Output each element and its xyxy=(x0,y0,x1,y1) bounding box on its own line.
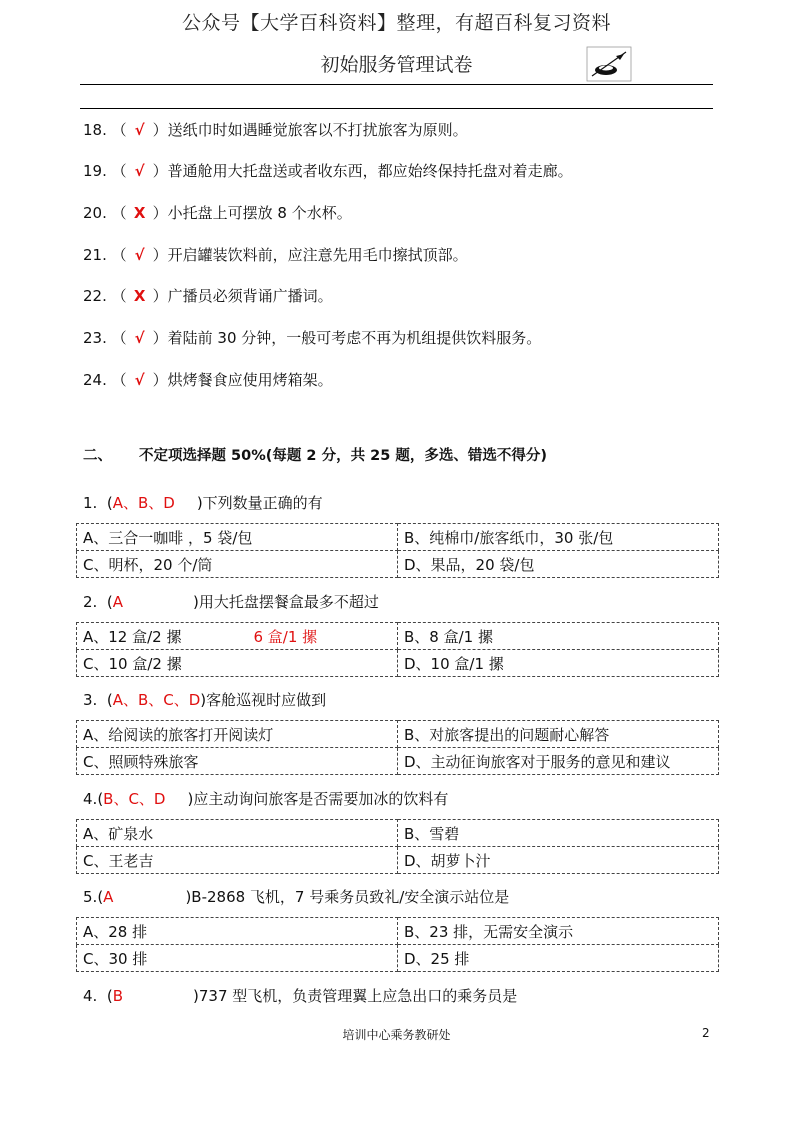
option: D、主动征询旅客对于服务的意见和建议 xyxy=(398,748,719,775)
answer-mark: √ xyxy=(134,162,145,180)
header-rule xyxy=(80,84,713,85)
question-number: 4. xyxy=(83,790,98,808)
options-table xyxy=(76,622,719,677)
question-text: )下列数量正确的有 xyxy=(196,494,323,512)
options-table xyxy=(76,917,719,972)
question-number: 2. xyxy=(83,593,98,611)
option: B、23 排，无需安全演示 xyxy=(398,918,719,945)
tf-item: 19. （ √ ）普通舱用大托盘送或者收东西，都应始终保持托盘对着走廊。 xyxy=(83,162,573,180)
answer-mark: X xyxy=(133,287,146,305)
item-number: 24. xyxy=(83,371,107,389)
question-number: 5. xyxy=(83,888,98,906)
question: 5.(A )B-2868 飞机，7 号乘务员致礼/安全演示站位是 xyxy=(83,888,510,906)
question-text: )客舱巡视时应做到 xyxy=(200,691,327,709)
option: A、矿泉水 xyxy=(77,820,398,847)
document-title: 初始服务管理试卷 xyxy=(320,54,473,76)
tf-item: 22. （ X ）广播员必须背诵广播词。 xyxy=(83,287,333,305)
content-rule xyxy=(80,108,713,109)
item-text: 普通舱用大托盘送或者收东西，都应始终保持托盘对着走廊。 xyxy=(167,162,573,180)
item-text: 小托盘上可摆放 8 个水杯。 xyxy=(167,204,352,222)
option: B、纯棉巾/旅客纸巾，30 张/包 xyxy=(398,524,719,551)
item-number: 19. xyxy=(83,162,107,180)
option xyxy=(77,623,398,650)
question-answer: A xyxy=(103,888,114,906)
option: C、明杯，20 个/筒 xyxy=(77,551,398,578)
option: B、雪碧 xyxy=(398,820,719,847)
section-title: 不定项选择题 50%(每题 2 分，共 25 题，多选、错选不得分) xyxy=(139,448,547,464)
option: C、照顾特殊旅客 xyxy=(77,748,398,775)
item-text: 送纸巾时如遇睡觉旅客以不打扰旅客为原则。 xyxy=(167,121,468,139)
answer-mark: √ xyxy=(134,121,145,139)
question-answer: A、B、D xyxy=(112,494,175,512)
question: 4.(B、C、D )应主动询问旅客是否需要加冰的饮料有 xyxy=(83,790,449,808)
section-heading xyxy=(83,444,547,465)
section-number: 二、 xyxy=(83,448,112,464)
item-text: 烘烤餐食应使用烤箱架。 xyxy=(167,371,333,389)
question-text: )737 型飞机，负责管理翼上应急出口的乘务员是 xyxy=(193,987,518,1005)
option: D、25 排 xyxy=(398,945,719,972)
question-text: )B-2868 飞机，7 号乘务员致礼/安全演示站位是 xyxy=(185,888,510,906)
question-answer: A xyxy=(112,593,123,611)
question-number: 3. xyxy=(83,691,98,709)
options-table xyxy=(76,720,719,775)
tf-item: 21. （ √ ）开启罐装饮料前，应注意先用毛巾擦拭顶部。 xyxy=(83,246,468,264)
tf-item: 24. （ √ ）烘烤餐食应使用烤箱架。 xyxy=(83,371,333,389)
question-text: )应主动询问旅客是否需要加冰的饮料有 xyxy=(187,790,449,808)
handwritten-note: 6 盒/1 摞 xyxy=(253,627,318,646)
option: C、10 盒/2 摞 xyxy=(77,650,398,677)
tf-item: 23. （ √ ）着陆前 30 分钟，一般可考虑不再为机组提供饮料服务。 xyxy=(83,329,542,347)
option-text: A、12 盒/2 摞 xyxy=(83,627,182,646)
option: B、对旅客提出的问题耐心解答 xyxy=(398,721,719,748)
option: C、30 排 xyxy=(77,945,398,972)
options-table xyxy=(76,523,719,578)
question-text: )用大托盘摆餐盒最多不超过 xyxy=(192,593,379,611)
item-number: 20. xyxy=(83,204,107,222)
item-text: 开启罐装饮料前，应注意先用毛巾擦拭顶部。 xyxy=(167,246,468,264)
item-number: 22. xyxy=(83,287,107,305)
option: A、28 排 xyxy=(77,918,398,945)
option: B、8 盒/1 摞 xyxy=(398,623,719,650)
item-text: 广播员必须背诵广播词。 xyxy=(167,287,333,305)
page-number: 2 xyxy=(702,1026,710,1040)
question: 1. (A、B、D )下列数量正确的有 xyxy=(83,494,323,512)
item-number: 18. xyxy=(83,121,107,139)
option: A、三合一咖啡 ，5 袋/包 xyxy=(77,524,398,551)
answer-mark: √ xyxy=(134,371,145,389)
item-text: 着陆前 30 分钟，一般可考虑不再为机组提供饮料服务。 xyxy=(167,329,542,347)
question: 3. (A、B、C、D)客舱巡视时应做到 xyxy=(83,691,327,709)
question-answer: B xyxy=(112,987,123,1005)
question-number: 4. xyxy=(83,987,98,1005)
option: D、胡萝卜汁 xyxy=(398,847,719,874)
option: D、10 盒/1 摞 xyxy=(398,650,719,677)
question: 4. (B )737 型飞机，负责管理翼上应急出口的乘务员是 xyxy=(83,987,518,1005)
item-number: 23. xyxy=(83,329,107,347)
answer-mark: √ xyxy=(134,329,145,347)
question: 2. (A )用大托盘摆餐盒最多不超过 xyxy=(83,593,379,611)
answer-mark: X xyxy=(133,204,146,222)
top-banner: 公众号【大学百科资料】整理，有超百科复习资料 xyxy=(181,12,611,34)
option: D、果品，20 袋/包 xyxy=(398,551,719,578)
answer-mark: √ xyxy=(134,246,145,264)
question-answer: A、B、C、D xyxy=(112,691,201,709)
options-table xyxy=(76,819,719,874)
question-number: 1. xyxy=(83,494,98,512)
question-answer: B、C、D xyxy=(103,790,166,808)
option: A、给阅读的旅客打开阅读灯 xyxy=(77,721,398,748)
item-number: 21. xyxy=(83,246,107,264)
footer-text: 培训中心乘务教研处 xyxy=(342,1028,451,1042)
airplane-logo-icon xyxy=(586,46,632,82)
tf-item: 18. （ √ ）送纸巾时如遇睡觉旅客以不打扰旅客为原则。 xyxy=(83,121,468,139)
option: C、王老吉 xyxy=(77,847,398,874)
tf-item: 20. （ X ）小托盘上可摆放 8 个水杯。 xyxy=(83,204,352,222)
